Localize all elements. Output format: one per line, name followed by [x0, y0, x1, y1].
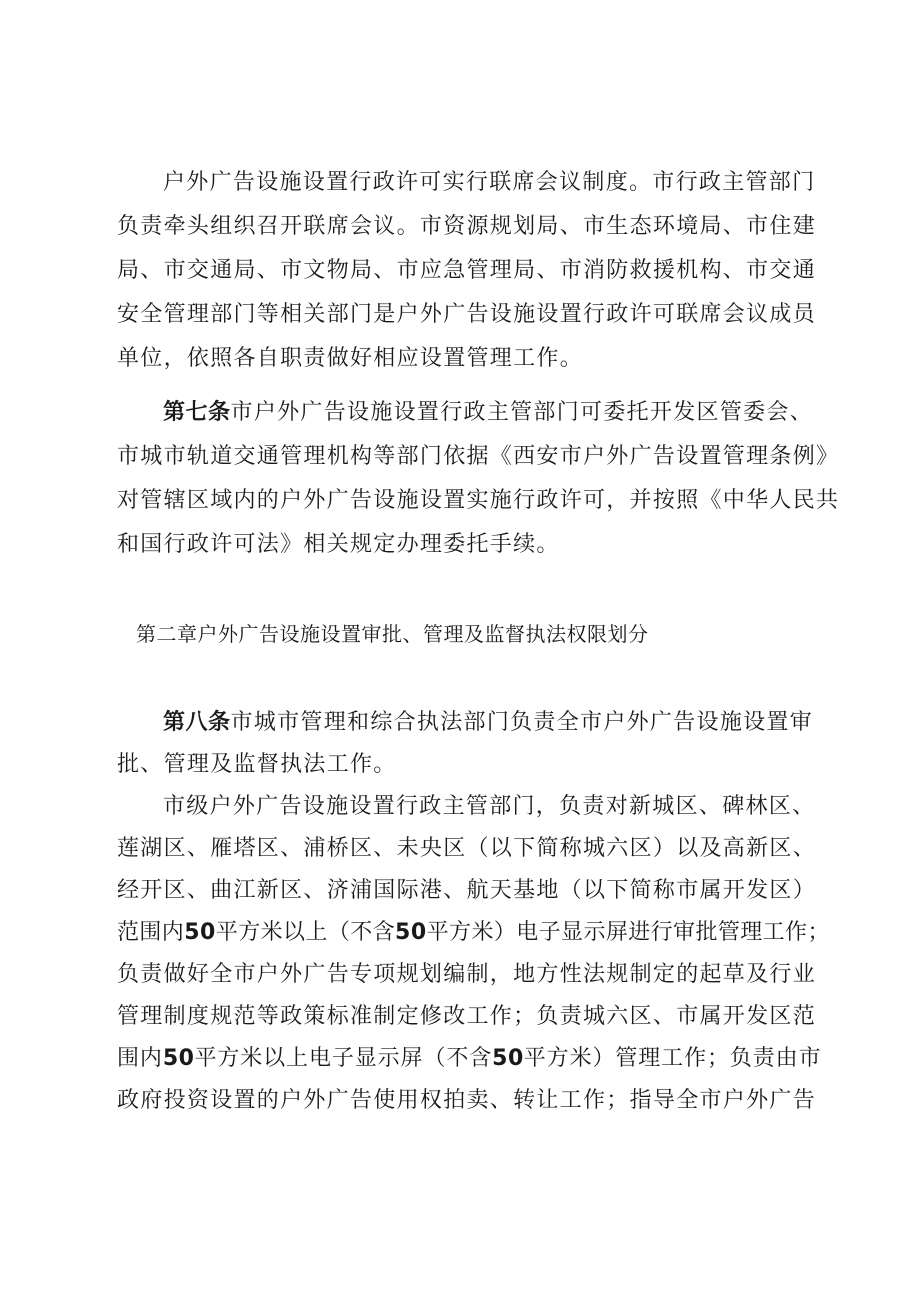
text-segment: 平方米以上电子显示屏（不含 — [194, 1046, 493, 1071]
article-8-text: 市城市管理和综合执法部门负责全市户外广告设施设置审 — [230, 710, 814, 735]
article-7-text: 市户外广告设施设置行政主管部门可委托开发区管委会、 — [230, 400, 814, 425]
text-segment: 围内 — [117, 1046, 163, 1071]
paragraph-line: 安全管理部门等相关部门是户外广告设施设置行政许可联席会议成员 — [117, 302, 817, 327]
paragraph-line: 莲湖区、雁塔区、浦桥区、未央区（以下简称城六区）以及高新区、 — [117, 836, 817, 861]
article-8-label: 第八条 — [163, 710, 231, 735]
article-7-line — [163, 398, 817, 428]
paragraph-line: 市城市轨道交通管理机构等部门依据《西安市户外广告设置管理条例》 — [117, 444, 840, 469]
text-segment: 平方米）电子显示屏进行审批管理工作； — [426, 920, 830, 945]
paragraph-line: 负责做好全市户外广告专项规划编制，地方性法规制定的起草及行业 — [117, 962, 817, 987]
paragraph-line: 负责牵头组织召开联席会议。市资源规划局、市生态环境局、市住建 — [117, 214, 817, 239]
paragraph-line: 和国行政许可法》相关规定办理委托手续。 — [117, 532, 560, 557]
paragraph-line: 对管辖区域内的户外广告设施设置实施行政许可，并按照《中华人民共 — [117, 488, 840, 513]
number-50: 50 — [492, 1046, 524, 1071]
text-segment: 平方米）管理工作；负责由市 — [523, 1046, 822, 1071]
paragraph-line: 局、市交通局、市文物局、市应急管理局、市消防救援机构、市交通 — [117, 258, 817, 283]
paragraph-line: 市级户外广告设施设置行政主管部门，负责对新城区、碑林区、 — [163, 794, 816, 819]
paragraph-line: 政府投资设置的户外广告使用权拍卖、转让工作；指导全市户外广告 — [117, 1088, 817, 1113]
text-segment: 平方米以上（不含 — [215, 920, 396, 945]
article-7-label: 第七条 — [163, 400, 231, 425]
chapter-heading: 第二章户外广告设施设置审批、管理及监督执法权限划分 — [136, 622, 649, 646]
paragraph-line: 管理制度规范等政策标准制定修改工作；负责城六区、市属开发区范 — [117, 1004, 817, 1029]
article-8-line — [163, 708, 817, 738]
text-segment: 范围内 — [117, 920, 185, 945]
paragraph-line — [117, 918, 830, 948]
paragraph-line — [117, 1044, 822, 1074]
paragraph-line: 经开区、曲江新区、济浦国际港、航天基地（以下简称市属开发区） — [117, 878, 817, 903]
number-50: 50 — [395, 920, 427, 945]
paragraph-line: 单位，依照各自职责做好相应设置管理工作。 — [117, 346, 584, 371]
number-50: 50 — [162, 1046, 195, 1071]
number-50: 50 — [184, 920, 216, 945]
paragraph-line: 批、管理及监督执法工作。 — [117, 752, 397, 777]
paragraph-line: 户外广告设施设置行政许可实行联席会议制度。市行政主管部门 — [163, 170, 816, 195]
